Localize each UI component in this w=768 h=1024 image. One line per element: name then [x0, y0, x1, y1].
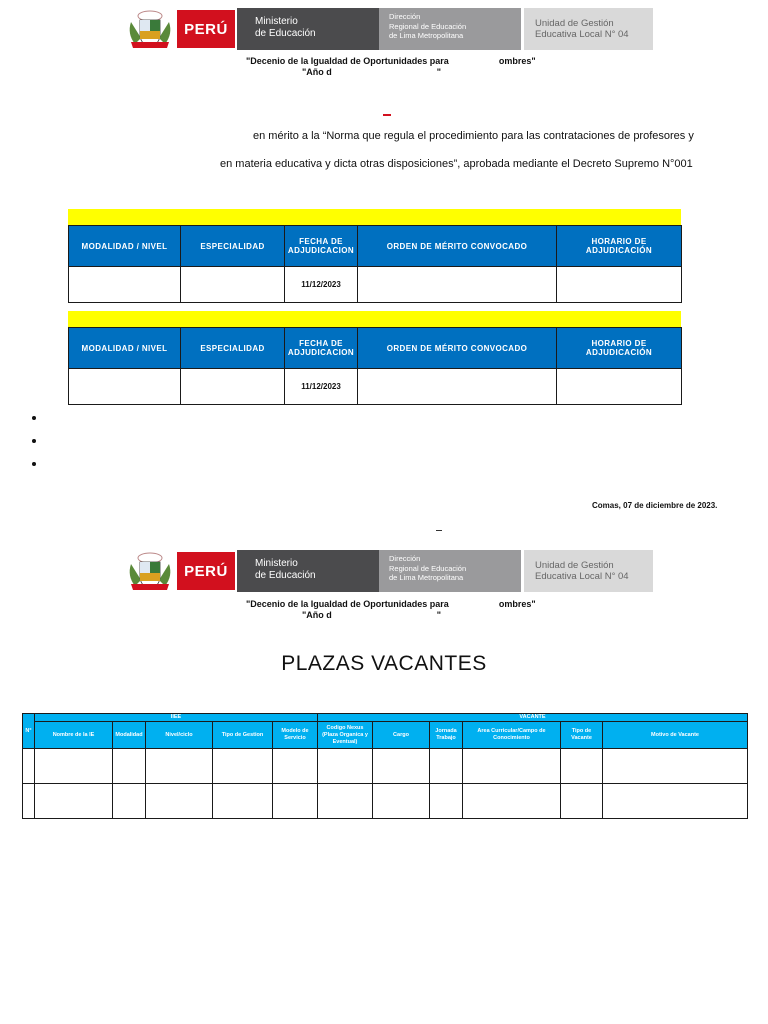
body-line-2: en materia educativa y dicta otras disposiciones”, aprobada mediante el Decreto Supremo N°001	[220, 158, 693, 170]
bullet-point	[32, 462, 36, 466]
col-motivo-vacante: Motivo de Vacante	[603, 722, 748, 749]
body-line-1: en mérito a la “Norma que regula el procedimiento para las contrataciones de profesores y	[253, 130, 694, 142]
col-fecha-adjudicacion: FECHA DE ADJUDICACION	[285, 328, 358, 369]
direccion-line1: Dirección	[389, 12, 421, 21]
peru-logo: PERÚ	[177, 552, 235, 590]
group-iiee: IIEE	[35, 714, 318, 722]
col-modalidad: Modalidad	[113, 722, 146, 749]
ministerio-line2: de Educación	[255, 28, 316, 39]
col-especialidad: ESPECIALIDAD	[181, 328, 285, 369]
col-orden-merito: ORDEN DE MÉRITO CONVOCADO	[358, 328, 557, 369]
cell-modalidad	[69, 369, 181, 405]
ministerio-line1: Ministerio	[255, 558, 298, 569]
plazas-vacantes-title: PLAZAS VACANTES	[281, 652, 487, 675]
col-modelo-servicio: Modelo de Servicio	[273, 722, 318, 749]
col-nombre-ie: Nombre de la IE	[35, 722, 113, 749]
table-row	[69, 267, 682, 303]
table-row	[23, 784, 748, 819]
col-cargo: Cargo	[373, 722, 430, 749]
col-codigo-nexus: Codigo Nexus (Plaza Organica y Eventual)	[318, 722, 373, 749]
col-horario-adjudicacion: HORARIO DE ADJUDICACIÓN	[557, 226, 682, 267]
ministry-header	[127, 550, 653, 592]
direccion-line2: Regional de Educación	[389, 563, 467, 573]
adjudication-table-1	[68, 209, 681, 303]
ugel-line2: Educativa Local N° 04	[535, 29, 629, 40]
col-modalidad-nivel: MODALIDAD / NIVEL	[69, 328, 181, 369]
signature-dash	[436, 530, 442, 531]
bullet-point	[32, 416, 36, 420]
cell-especialidad	[181, 369, 285, 405]
cell-fecha: 11/12/2023	[285, 369, 358, 405]
direccion-line3: de Lima Metropolitana	[389, 31, 464, 40]
cell-especialidad	[181, 267, 285, 303]
cell-horario	[557, 267, 682, 303]
vacantes-table	[22, 713, 748, 819]
direccion-line3: de Lima Metropolitana	[389, 573, 464, 582]
cell-orden	[358, 267, 557, 303]
direccion-regional-panel	[379, 8, 521, 50]
coat-of-arms-icon	[127, 8, 173, 50]
ugel-line2: Educativa Local N° 04	[535, 571, 629, 582]
decenio-line: "Decenio de la Igualdad de Oportunidades para ombres"	[246, 56, 536, 66]
cell-fecha: 11/12/2023	[285, 267, 358, 303]
direccion-line2: Regional de Educación	[389, 21, 467, 31]
place-date: Comas, 07 de diciembre de 2023.	[592, 501, 718, 510]
col-area-curricular: Area Curricular/Campo de Conocimiento	[463, 722, 561, 749]
col-especialidad: ESPECIALIDAD	[181, 226, 285, 267]
col-nivel-ciclo: Nivel/ciclo	[146, 722, 213, 749]
col-fecha-adjudicacion: FECHA DE ADJUDICACION	[285, 226, 358, 267]
yellow-title-bar	[68, 209, 681, 225]
ministerio-line2: de Educación	[255, 570, 316, 581]
peru-logo: PERÚ	[177, 10, 235, 48]
col-numero: N°	[23, 714, 35, 749]
direccion-line1: Dirección	[389, 554, 421, 563]
red-dash-mark	[383, 114, 391, 116]
direccion-regional-panel	[379, 550, 521, 592]
col-tipo-vacante: Tipo de Vacante	[561, 722, 603, 749]
cell-modalidad	[69, 267, 181, 303]
year-line: "Año d "	[302, 67, 442, 77]
bullet-point	[32, 439, 36, 443]
col-modalidad-nivel: MODALIDAD / NIVEL	[69, 226, 181, 267]
year-line: "Año d "	[302, 610, 442, 620]
ugel-panel	[524, 8, 653, 50]
ugel-line1: Unidad de Gestión	[535, 18, 614, 29]
col-orden-merito: ORDEN DE MÉRITO CONVOCADO	[358, 226, 557, 267]
ministry-header	[127, 8, 653, 50]
group-vacante: VACANTE	[318, 714, 748, 722]
table-row	[23, 749, 748, 784]
ugel-line1: Unidad de Gestión	[535, 560, 614, 571]
coat-of-arms-icon	[127, 550, 173, 592]
decenio-line: "Decenio de la Igualdad de Oportunidades para ombres"	[246, 599, 536, 609]
ugel-panel	[524, 550, 653, 592]
yellow-title-bar	[68, 311, 681, 327]
ministerio-line1: Ministerio	[255, 16, 298, 27]
col-horario-adjudicacion: HORARIO DE ADJUDICACIÓN	[557, 328, 682, 369]
cell-horario	[557, 369, 682, 405]
col-jornada-trabajo: Jornada Trabajo	[430, 722, 463, 749]
cell-orden	[358, 369, 557, 405]
col-tipo-gestion: Tipo de Gestion	[213, 722, 273, 749]
table-row	[69, 369, 682, 405]
adjudication-table-2	[68, 311, 681, 405]
